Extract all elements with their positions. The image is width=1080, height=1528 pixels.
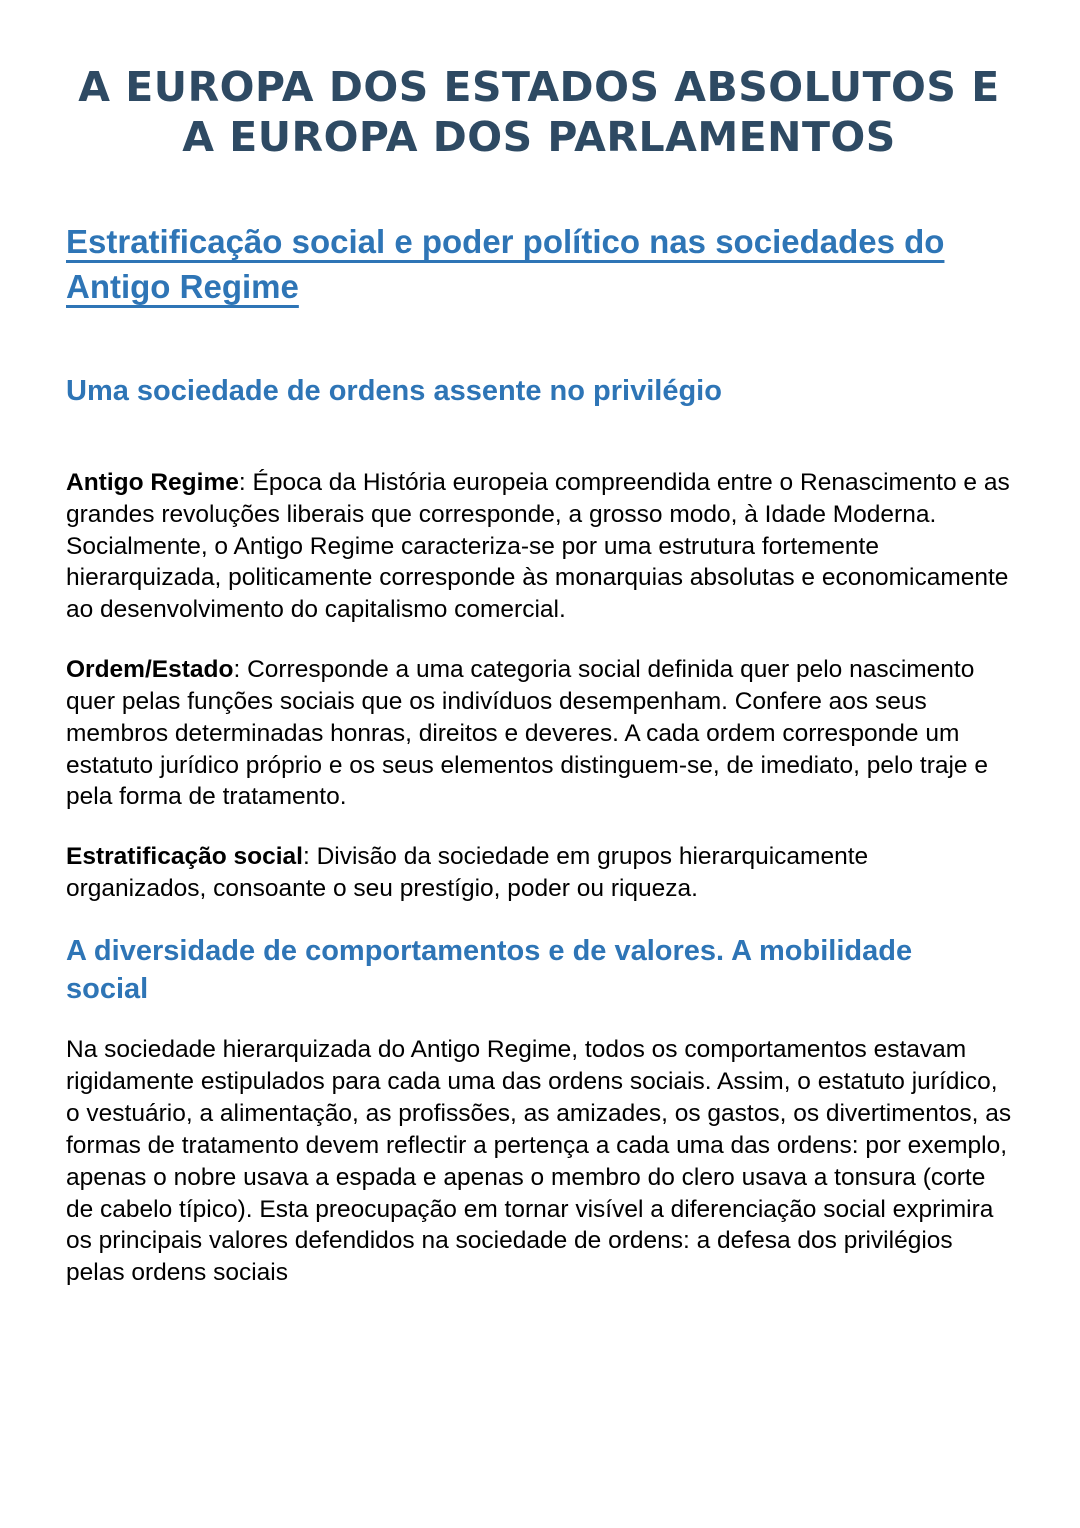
definition-paragraph-ordem-estado [66, 654, 1012, 813]
definition-paragraph-estratificacao-social [66, 841, 1012, 905]
subheading-sociedade-de-ordens: Uma sociedade de ordens assente no privilégio [66, 375, 722, 408]
term-label: Ordem/Estado [66, 656, 234, 684]
page-title: A EUROPA DOS ESTADOS ABSOLUTOS E A EUROPA DOS PARLAMENTOS [78, 63, 1000, 162]
term-label: Antigo Regime [66, 468, 239, 496]
definition-body: : Época da História europeia compreendida entre o Renascimento e as grandes revoluções liberais que corresponde, a grosso modo, à Idade Moderna. Socialmente, o Antigo Regime caracteriza-se por uma estrutura fortemente hierarquizada, politicamente corresponde às monarquias absolutas e economicamente ao desenvolvimento do capitalismo comercial. [66, 468, 1010, 624]
term-label: Estratificação social [66, 843, 303, 871]
definition-body: : Divisão da sociedade em grupos hierarquicamente organizados, consoante o seu prestígio, poder ou riqueza. [66, 843, 869, 903]
section-heading: Estratificação social e poder político nas sociedades do Antigo Regime [66, 223, 945, 305]
definition-body: : Corresponde a uma categoria social definida quer pelo nascimento quer pelas funções sociais que os indivíduos desempenham. Confere aos seus membros determinadas honras, direitos e deveres. A cada ordem corresponde um estatuto jurídico próprio e os seus elementos distinguem-se, de imediato, pelo traje e pela forma de tratamento. [66, 656, 988, 811]
definition-paragraph-antigo-regime [66, 467, 1012, 626]
subheading-diversidade-comportamentos: A diversidade de comportamentos e de valores. A mobilidade social [66, 934, 913, 1005]
paragraph-mobilidade-social: Na sociedade hierarquizada do Antigo Regime, todos os comportamentos estavam rigidamente estipulados para cada uma das ordens sociais. Assim, o estatuto jurídico, o vestuário, a alimentação, as profissões, as amizades, os gastos, os divertimentos, as formas de tratamento devem reflectir a pertença a cada uma das ordens: por exemplo, apenas o nobre usava a espada e apenas o membro do clero usava a tonsura (corte de cabelo típico). Esta preocupação em tornar visível a diferenciação social exprimira os principais valores defendidos na sociedade de ordens: a defesa dos privilégios pelas ordens sociais [66, 1036, 1012, 1287]
